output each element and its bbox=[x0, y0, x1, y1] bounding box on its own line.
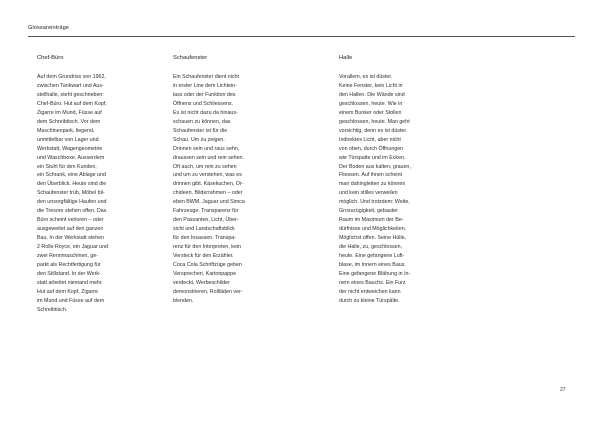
text-line: Oft auch, um rein zu sehen bbox=[173, 163, 237, 170]
glossary-column-halle bbox=[339, 54, 465, 306]
text-line: dem Schreibtisch. Vor dem bbox=[37, 118, 101, 125]
glossary-column-chef-buero bbox=[37, 54, 163, 315]
text-line: verdeckt, Werbeschilder bbox=[173, 279, 230, 286]
text-line: den unsorgfältige Haufen und bbox=[37, 199, 107, 206]
text-line: im Mund und Füsse auf dem bbox=[37, 297, 105, 304]
text-line: und um zu verstehen, was es bbox=[173, 172, 242, 179]
text-line: sicht und Landschaftsblick bbox=[173, 226, 235, 233]
text-line: Der Boden aus kalten, grauen, bbox=[339, 163, 411, 170]
text-line: demonstrieren, Rollläden ver- bbox=[173, 288, 243, 295]
text-line: den Überblick. Heute sind die bbox=[37, 181, 107, 188]
text-line: für den Insassen. Transpa- bbox=[173, 235, 237, 242]
text-line: den Passanten, Licht, Über- bbox=[173, 217, 239, 224]
text-line: Zigarre im Mund, Füsse auf bbox=[37, 109, 102, 116]
glossary-entry-title: Halle bbox=[339, 55, 353, 61]
text-line: einem Bunker oder Stollen bbox=[339, 109, 402, 116]
text-line: Schaufenster trüb, Möbel bil- bbox=[37, 190, 105, 197]
text-line: der nicht entweichen kann bbox=[339, 288, 401, 295]
text-line: Chef-Büro. Hut auf dem Kopf, bbox=[37, 100, 107, 107]
text-line: Werkstatt, Wagengeometrie bbox=[37, 145, 103, 152]
text-line: Schreibtisch. bbox=[37, 306, 68, 313]
text-line: Keine Fenster, kein Licht in bbox=[339, 82, 403, 89]
text-line: und kein stilles verweilen bbox=[339, 190, 398, 197]
text-line: stellhalle, steht geschrieben: bbox=[37, 91, 104, 98]
text-line: statt arbeitet niemand mehr. bbox=[37, 279, 103, 286]
text-line: Bau. In der Werkstatt stehen bbox=[37, 235, 105, 242]
text-line: renz für den Interpreten, kein bbox=[173, 244, 242, 251]
text-line: lass oder der Funktion des bbox=[173, 91, 236, 98]
text-line: eben BWM, Jaguar und Simca bbox=[173, 199, 245, 206]
text-line: Möglichst offen. Seine Hülle, bbox=[339, 235, 407, 242]
text-line: Drinnen sein und raus sehn, bbox=[173, 145, 240, 152]
text-line: dürfnisse und Möglichkeiten. bbox=[339, 226, 407, 233]
text-line: Maschinenpark, liegend, bbox=[37, 127, 95, 134]
text-line: die Tresore stehen offen. Das bbox=[37, 208, 107, 215]
text-line: die Halle, zu, geschlossen, bbox=[339, 244, 403, 251]
glossary-entry-title: Schaufenster bbox=[173, 55, 208, 61]
text-line: Eine gefangene Blähung in In- bbox=[339, 270, 411, 277]
text-line: chideen, Bilderrahmen – oder bbox=[173, 190, 243, 197]
text-line: möglich. Und trotzdem: Weite, bbox=[339, 199, 410, 206]
text-line: unmittelbar von Lager und bbox=[37, 136, 99, 143]
text-line: den Hallen. Die Wände sind bbox=[339, 91, 405, 98]
text-line: den Stillstand. In der Werk- bbox=[37, 270, 101, 277]
text-line: Hut auf dem Kopf, Zigarre bbox=[37, 288, 98, 295]
text-line: Versteck für den Erzähler. bbox=[173, 253, 234, 260]
text-line: ein Schrank, eine Ablage und bbox=[37, 172, 106, 179]
text-line: Indirektes Licht, aber nicht bbox=[339, 136, 401, 143]
text-line: Vorallem, es ist düster. bbox=[339, 74, 393, 80]
page-number: 27 bbox=[560, 387, 566, 393]
text-line: blase, im Innern eines Baus. bbox=[339, 262, 406, 269]
text-line: Öffnens und Schliessens. bbox=[173, 100, 233, 107]
glossary-entry-title: Chef-Büro bbox=[37, 55, 64, 61]
glossary-entry-body bbox=[339, 73, 465, 306]
text-line: Auf dem Grundriss von 1962, bbox=[37, 74, 106, 80]
text-line: geschlossen, heute. Wie in bbox=[339, 100, 403, 107]
text-line: Ein Schaufenster dient nicht bbox=[173, 74, 239, 80]
text-line: geschlossen, heute. Man geht bbox=[339, 118, 410, 125]
glossary-entry-body bbox=[173, 73, 299, 306]
text-line: Versprechen, Kartonpappe bbox=[173, 270, 237, 277]
text-line: Raum im Maximum der Be- bbox=[339, 217, 404, 224]
text-line: wie Türspalte und im Ecken. bbox=[339, 154, 406, 161]
text-line: zwischen Tankwart und Aus- bbox=[37, 82, 104, 89]
text-line: Schau. Um zu zeigen. bbox=[173, 136, 225, 143]
text-line: Grosszügigkeit, gebauter bbox=[339, 208, 398, 215]
text-line: vorsichtig, denn es ist düster. bbox=[339, 127, 408, 134]
text-line: Coca Cola Schriftzüge geben bbox=[173, 262, 242, 269]
section-heading: Glossareinträge bbox=[28, 25, 69, 31]
glossary-entry-body bbox=[37, 73, 163, 315]
text-line: und Waschboxe. Ausserdem bbox=[37, 154, 105, 161]
text-line: man dahingleiten zu können bbox=[339, 181, 406, 188]
heading-divider bbox=[28, 36, 575, 37]
text-line: Fahrzeuge. Transparenz für bbox=[173, 208, 239, 215]
text-line: blenden. bbox=[173, 297, 194, 304]
text-line: parkt als Rechtfertigung für bbox=[37, 262, 101, 269]
text-line: schauen zu können, das bbox=[173, 118, 231, 125]
text-line: Fliessen. Auf ihnen scheint bbox=[339, 172, 403, 179]
text-line: Büro scheint verloren – oder bbox=[37, 217, 104, 224]
text-line: nern eines Bauchs. Ein Furz bbox=[339, 279, 406, 286]
text-line: 2 Rolls-Royce, ein Jaguar und bbox=[37, 244, 108, 251]
text-line: Es ist nicht dazu da hinaus- bbox=[173, 109, 238, 116]
text-line: heute. Eine gefangene Luft- bbox=[339, 253, 405, 260]
text-line: durch zu kleine Türspälte. bbox=[339, 297, 400, 304]
text-line: draussen sein und rein sehen. bbox=[173, 154, 244, 161]
text-line: Schaufenster ist für die bbox=[173, 127, 228, 134]
glossary-column-schaufenster bbox=[173, 54, 299, 306]
text-line: zwei Rennmaschinen, ge- bbox=[37, 253, 98, 260]
text-line: ausgeweitet auf den ganzen bbox=[37, 226, 104, 233]
text-line: in erster Line dem Lichtein- bbox=[173, 82, 237, 89]
text-line: drinnen gibt. Käsekuchen, Or- bbox=[173, 181, 244, 188]
text-line: ein Stuhl für den Kunden, bbox=[37, 163, 97, 170]
text-line: von oben, durch Öffnungen bbox=[339, 145, 404, 152]
